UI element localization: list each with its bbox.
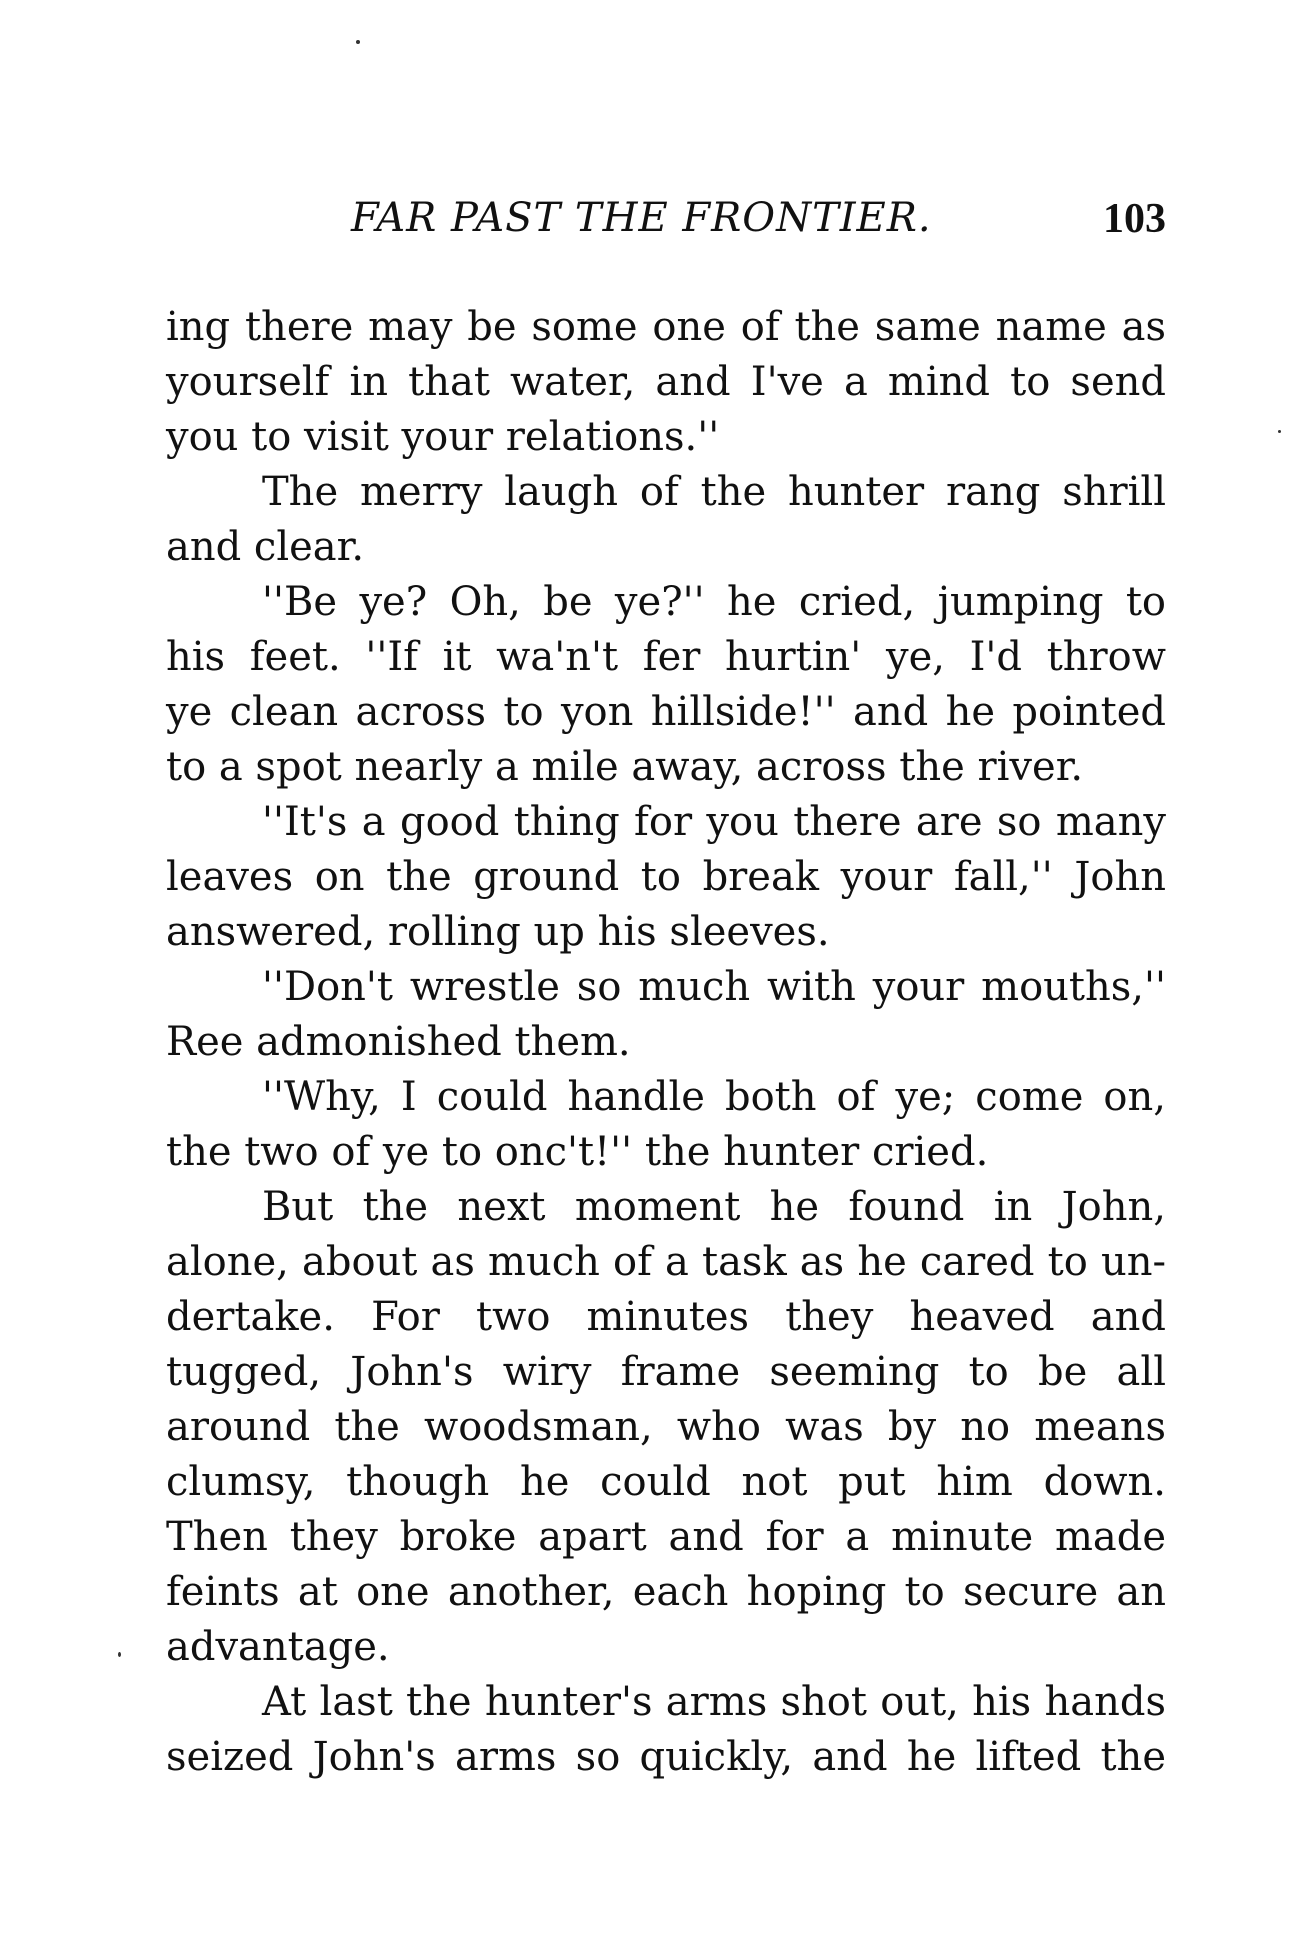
running-header xyxy=(166,195,1166,255)
text-line: dertake. For two minutes they heaved and xyxy=(166,1294,1166,1340)
text-line: clumsy, though he could not put him down. xyxy=(166,1459,1166,1505)
text-line: his feet. ''If it wa'n't fer hurtin' ye, I'd throw xyxy=(166,634,1166,680)
text-line: answered, rolling up his sleeves. xyxy=(166,909,830,955)
text-line: ''It's a good thing for you there are so many xyxy=(262,799,1166,845)
text-line: Then they broke apart and for a minute made xyxy=(166,1514,1166,1560)
text-line: and clear. xyxy=(166,524,365,570)
ink-speck xyxy=(118,1652,121,1657)
text-line: to a spot nearly a mile away, across the river. xyxy=(166,744,1084,790)
ink-speck xyxy=(356,40,360,44)
text-line: around the woodsman, who was by no means xyxy=(166,1404,1166,1450)
text-line: seized John's arms so quickly, and he lifted the xyxy=(166,1734,1166,1780)
text-line: leaves on the ground to break your fall,'' John xyxy=(166,854,1166,900)
text-line: ''Don't wrestle so much with your mouths,'' xyxy=(262,964,1166,1010)
text-line: you to visit your relations.'' xyxy=(166,414,720,460)
text-line: yourself in that water, and I've a mind to send xyxy=(166,359,1166,405)
text-line: ing there may be some one of the same name as xyxy=(166,304,1166,350)
page-number: 103 xyxy=(1103,196,1166,242)
text-line: ye clean across to yon hillside!'' and he pointed xyxy=(166,689,1166,735)
running-title: FAR PAST THE FRONTIER. xyxy=(351,195,932,241)
text-line: ''Why, I could handle both of ye; come on, xyxy=(262,1074,1166,1120)
body-text xyxy=(166,300,1166,1785)
text-line: The merry laugh of the hunter rang shrill xyxy=(262,469,1166,515)
text-line: the two of ye to onc't!'' the hunter cried. xyxy=(166,1129,989,1175)
text-line: advantage. xyxy=(166,1624,390,1670)
text-line: At last the hunter's arms shot out, his hands xyxy=(262,1679,1166,1725)
text-line: ''Be ye? Oh, be ye?'' he cried, jumping to xyxy=(262,579,1166,625)
text-line: Ree admonished them. xyxy=(166,1019,631,1065)
ink-speck xyxy=(1278,430,1281,433)
text-line: But the next moment he found in John, xyxy=(262,1184,1166,1230)
text-line: tugged, John's wiry frame seeming to be all xyxy=(166,1349,1166,1395)
text-line: alone, about as much of a task as he cared to un- xyxy=(166,1239,1166,1285)
text-line: feints at one another, each hoping to secure an xyxy=(166,1569,1166,1615)
